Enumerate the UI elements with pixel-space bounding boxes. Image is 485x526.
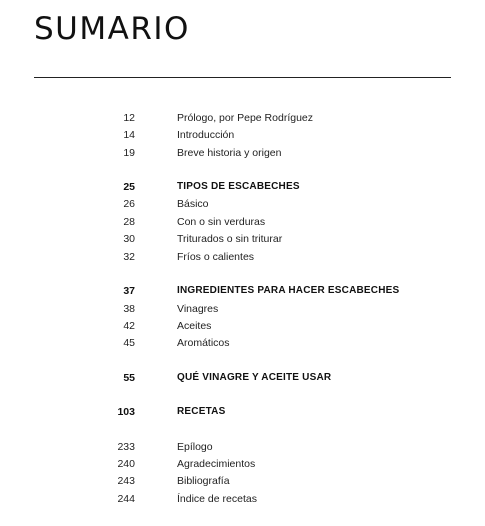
toc-page-number: 25 xyxy=(123,181,135,193)
toc-section-row xyxy=(0,370,485,386)
toc-page-number: 38 xyxy=(123,303,135,315)
toc-section-row xyxy=(0,179,485,195)
toc-row xyxy=(0,335,485,351)
toc-section-title: TIPOS DE ESCABECHES xyxy=(177,181,300,192)
toc-entry-title: Aceites xyxy=(177,320,212,332)
toc-page-number: 240 xyxy=(117,458,135,470)
toc-entry-title: Prólogo, por Pepe Rodríguez xyxy=(177,112,314,124)
toc-page-number: 42 xyxy=(123,320,135,332)
toc-entry-title: Aromáticos xyxy=(177,337,230,349)
toc-row xyxy=(0,127,485,143)
toc-entry-title: Epílogo xyxy=(177,441,213,453)
toc-page-number: 45 xyxy=(123,337,135,349)
toc-row xyxy=(0,214,485,230)
toc-row xyxy=(0,491,485,507)
page-title: SUMARIO xyxy=(34,11,190,47)
toc-page-number: 19 xyxy=(123,147,135,159)
toc-row xyxy=(0,301,485,317)
toc-row xyxy=(0,145,485,161)
toc-section-title: QUÉ VINAGRE Y ACEITE USAR xyxy=(177,372,332,383)
toc-page-number: 55 xyxy=(123,372,135,384)
toc-row xyxy=(0,249,485,265)
toc-row xyxy=(0,473,485,489)
toc-page-number: 37 xyxy=(123,285,135,297)
toc-row xyxy=(0,439,485,455)
toc-entry-title: Introducción xyxy=(177,129,235,141)
toc-page-number: 244 xyxy=(117,493,135,505)
toc-entry-title: Índice de recetas xyxy=(177,493,257,505)
toc-row xyxy=(0,231,485,247)
toc-row xyxy=(0,318,485,334)
toc-entry-title: Breve historia y origen xyxy=(177,147,282,159)
toc-entry-title: Triturados o sin triturar xyxy=(177,233,283,245)
toc-page-number: 28 xyxy=(123,216,135,228)
toc-row xyxy=(0,110,485,126)
toc-row xyxy=(0,196,485,212)
toc-page-number: 26 xyxy=(123,198,135,210)
toc-entry-title: Básico xyxy=(177,198,209,210)
toc-row xyxy=(0,456,485,472)
toc-section-title: INGREDIENTES PARA HACER ESCABECHES xyxy=(177,285,400,296)
toc-page-number: 233 xyxy=(117,441,135,453)
toc-entry-title: Fríos o calientes xyxy=(177,251,255,263)
toc-section-title: RECETAS xyxy=(177,406,226,417)
toc-section-row xyxy=(0,283,485,299)
toc-entry-title: Con o sin verduras xyxy=(177,216,266,228)
toc-page-number: 30 xyxy=(123,233,135,245)
toc-entry-title: Agradecimientos xyxy=(177,458,256,470)
toc-page-number: 12 xyxy=(123,112,135,124)
toc-page-number: 103 xyxy=(117,406,135,418)
toc-page-number: 14 xyxy=(123,129,135,141)
toc-section-row xyxy=(0,404,485,420)
toc-page-number: 243 xyxy=(117,475,135,487)
toc-entry-title: Vinagres xyxy=(177,303,219,315)
toc-page-number: 32 xyxy=(123,251,135,263)
toc-entry-title: Bibliografía xyxy=(177,475,230,487)
